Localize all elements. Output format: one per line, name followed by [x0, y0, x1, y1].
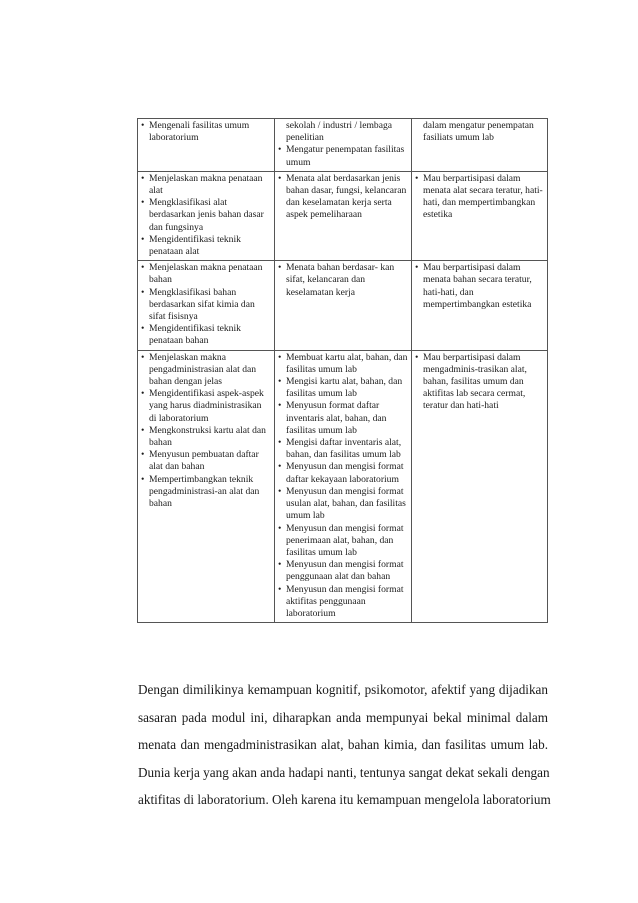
list-item: dalam mengatur penempatan fasiliats umum lab: [423, 120, 534, 144]
list-item: • Mau berpartisipasi dalam menata alat secara teratur, hati-hati, dan mempertimbangkan estetika: [415, 173, 544, 222]
list-item: • Menyusun dan mengisi format aktifitas penggunaan laboratorium: [278, 584, 408, 621]
table-cell: [138, 171, 275, 260]
table-row: [138, 171, 548, 260]
table-row: [138, 119, 548, 172]
list-item: • Menjelaskan makna penataan alat: [141, 173, 271, 197]
table-cell: [138, 119, 275, 172]
table-row: [138, 261, 548, 350]
list-item: • Mengatur penempatan fasilitas umum: [278, 144, 408, 168]
cell-list: [415, 352, 544, 413]
cell-list: [141, 120, 271, 144]
list-item: • Menyusun dan mengisi format penerimaan alat, bahan, dan fasilitas umum lab: [278, 523, 408, 560]
list-item: • Menjelaskan makna pengadministrasian alat dan bahan dengan jelas: [141, 352, 271, 389]
list-item: • Mempertimbangkan teknik pengadministrasi-an alat dan bahan: [141, 474, 271, 511]
table-cell: [275, 261, 412, 350]
list-item: • Mengkonstruksi kartu alat dan bahan: [141, 425, 271, 449]
list-item: • Menyusun pembuatan daftar alat dan bahan: [141, 449, 271, 473]
list-item: • Menata bahan berdasar- kan sifat, kelancaran dan keselamatan kerja: [278, 262, 408, 299]
table-cell: [412, 171, 548, 260]
paragraph-line: menata dan mengadministrasikan alat, bahan kimia, dan fasilitas umum lab.: [138, 737, 548, 753]
cell-list: [278, 120, 408, 169]
table-row: [138, 350, 548, 622]
table-cell: [275, 119, 412, 172]
list-item: • Mengidentifikasi aspek-aspek yang harus diadministrasikan di laboratorium: [141, 388, 271, 425]
table-cell: [138, 261, 275, 350]
cell-list: [415, 120, 544, 144]
list-item: • Menyusun format daftar inventaris alat, bahan, dan fasilitas umum lab: [278, 400, 408, 437]
cell-list: [415, 173, 544, 222]
table-cell: [275, 171, 412, 260]
list-item: • Mau berpartisipasi dalam menata bahan secara teratur, hati-hati, dan mempertimbangkan estetika: [415, 262, 544, 311]
list-item: • Menata alat berdasarkan jenis bahan dasar, fungsi, kelancaran dan keselamatan kerja serta aspek pemeliharaan: [278, 173, 408, 222]
competency-table: [137, 118, 548, 623]
cell-list: [278, 262, 408, 299]
list-item: • Mengisi kartu alat, bahan, dan fasilitas umum lab: [278, 376, 408, 400]
table-cell: [275, 350, 412, 622]
table-cell: [412, 350, 548, 622]
list-item: • Menyusun dan mengisi format penggunaan alat dan bahan: [278, 559, 408, 583]
cell-list: [415, 262, 544, 311]
table-cell: [412, 119, 548, 172]
body-paragraph: [138, 676, 551, 814]
competency-table-body: [138, 119, 548, 623]
paragraph-line: Dunia kerja yang akan anda hadapi nanti, tentunya sangat dekat sekali dengan: [138, 764, 550, 780]
paragraph-line: aktifitas di laboratorium. Oleh karena itu kemampuan mengelola laboratorium: [138, 792, 551, 808]
list-item: • Mengklasifikasi alat berdasarkan jenis bahan dasar dan fungsinya: [141, 197, 271, 234]
list-item: • Menyusun dan mengisi format daftar kekayaan laboratorium: [278, 461, 408, 485]
list-item: sekolah / industri / lembaga penelitian: [286, 120, 393, 144]
list-item: • Mengklasifikasi bahan berdasarkan sifat kimia dan sifat fisisnya: [141, 287, 271, 324]
list-item: • Mengidentifikasi teknik penataan bahan: [141, 323, 271, 347]
cell-list: [141, 262, 271, 347]
table-cell: [412, 261, 548, 350]
list-item: • Mengenali fasilitas umum laboratorium: [141, 120, 271, 144]
cell-list: [278, 173, 408, 222]
list-item: • Menjelaskan makna penataan bahan: [141, 262, 271, 286]
cell-list: [141, 352, 271, 511]
paragraph-line: Dengan dimilikinya kemampuan kognitif, psikomotor, afektif yang dijadikan: [138, 682, 548, 697]
table-cell: [138, 350, 275, 622]
cell-list: [141, 173, 271, 258]
list-item: • Mengisi daftar inventaris alat, bahan, dan fasilitas umum lab: [278, 437, 408, 461]
list-item: • Mau berpartisipasi dalam mengadminis-trasikan alat, bahan, fasilitas umum dan aktifitas lab secara cermat, teratur dan hati-hati: [415, 352, 544, 413]
paragraph-line: sasaran pada modul ini, diharapkan anda mempunyai bekal minimal dalam: [138, 709, 548, 725]
list-item: • Membuat kartu alat, bahan, dan fasilitas umum lab: [278, 352, 408, 376]
cell-list: [278, 352, 408, 620]
list-item: • Menyusun dan mengisi format usulan alat, bahan, dan fasilitas umum lab: [278, 486, 408, 523]
list-item: • Mengidentifikasi teknik penataan alat: [141, 234, 271, 258]
